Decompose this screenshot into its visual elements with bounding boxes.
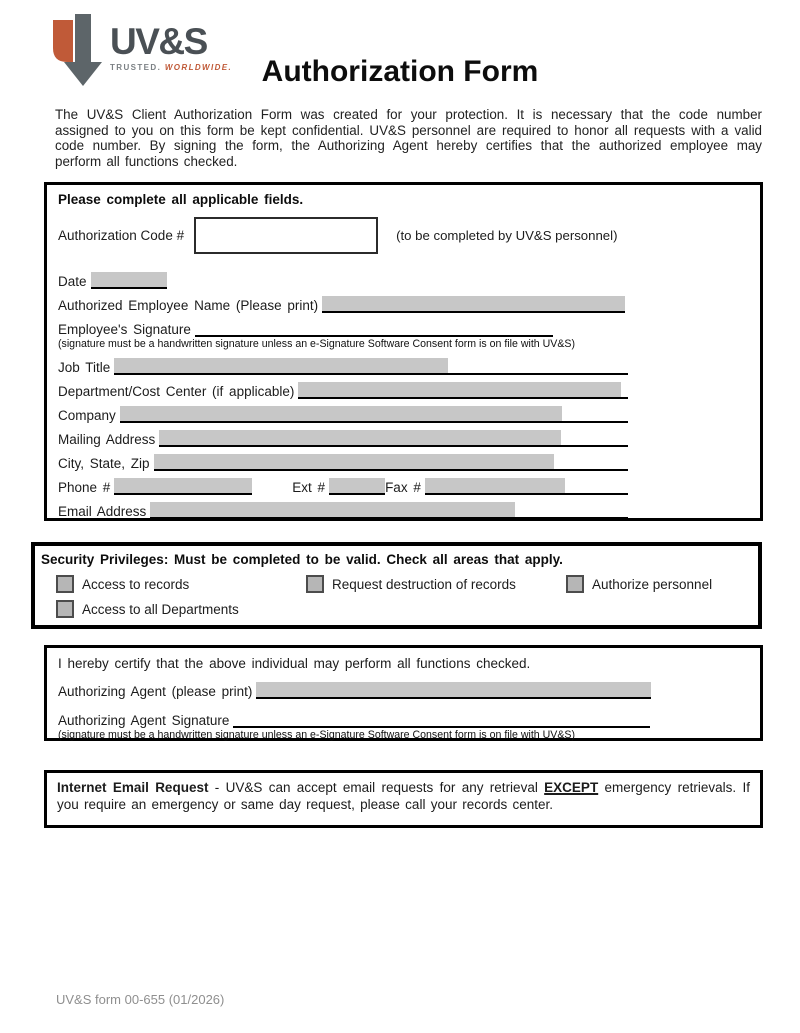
fax-label: Fax # — [385, 480, 421, 495]
date-value-bar[interactable] — [91, 272, 167, 287]
department-label: Department/Cost Center (if applicable) — [58, 384, 295, 399]
email-request-text-2: emergency retrievals. If you require an emergency or same day request, please call your records center. — [57, 780, 750, 812]
mailing-address-field[interactable] — [159, 430, 628, 447]
brand-name: UV&S — [110, 21, 207, 62]
ext-field[interactable] — [329, 478, 385, 495]
email-address-field[interactable] — [150, 502, 628, 519]
email-request-lead: Internet Email Request — [57, 780, 209, 795]
date-label: Date — [58, 274, 87, 289]
email-request-except: EXCEPT — [544, 780, 599, 795]
company-value-bar[interactable] — [120, 406, 562, 421]
job-title-label: Job Title — [58, 360, 111, 375]
tagline-trusted: TRUSTED. — [110, 63, 162, 72]
checkbox-icon[interactable] — [566, 575, 584, 593]
security-options-row-2 — [41, 600, 752, 618]
authorizing-agent-field[interactable] — [256, 682, 651, 699]
tagline-worldwide: WORLDWIDE. — [164, 63, 233, 72]
date-row — [58, 272, 749, 289]
mailing-address-value-bar[interactable] — [159, 430, 561, 445]
authorization-code-label: Authorization Code # — [58, 227, 185, 243]
ext-label: Ext # — [292, 480, 326, 495]
department-value-bar[interactable] — [298, 382, 621, 397]
mailing-address-label: Mailing Address — [58, 432, 156, 447]
email-address-label: Email Address — [58, 504, 147, 519]
department-row — [58, 382, 628, 399]
email-request-text-1: - UV&S can accept email requests for any retrieval — [208, 780, 545, 795]
security-privileges-box — [31, 542, 762, 629]
option-label: Request destruction of records — [332, 576, 516, 592]
certify-statement: I hereby certify that the above individual may perform all functions checked. — [58, 656, 531, 671]
job-title-row — [58, 358, 628, 375]
agent-signature-note: (signature must be a handwritten signature unless an e-Signature Software Consent form is on file with UV&S) — [58, 729, 575, 741]
ext-value-bar[interactable] — [329, 478, 385, 493]
employee-name-field[interactable] — [322, 296, 625, 313]
company-label: Company — [58, 408, 116, 423]
employee-signature-row — [58, 320, 553, 337]
phone-label: Phone # — [58, 480, 111, 495]
company-field[interactable] — [120, 406, 628, 423]
city-state-zip-field[interactable] — [154, 454, 628, 471]
job-title-value-bar[interactable] — [114, 358, 448, 373]
authorizing-agent-signature-label: Authorizing Agent Signature — [58, 713, 230, 728]
employee-name-value-bar[interactable] — [322, 296, 625, 311]
main-fields-box — [44, 182, 763, 521]
option-label: Access to all Departments — [82, 601, 239, 617]
authorizing-agent-value-bar[interactable] — [256, 682, 651, 697]
city-state-zip-value-bar[interactable] — [154, 454, 554, 469]
checkbox-icon[interactable] — [56, 600, 74, 618]
certification-box — [44, 645, 763, 741]
checkbox-icon[interactable] — [56, 575, 74, 593]
option-label: Access to records — [82, 576, 190, 592]
phone-row — [58, 478, 628, 495]
employee-signature-note: (signature must be a handwritten signature unless an e-Signature Software Consent form is on file with UV&S) — [58, 338, 575, 350]
employee-signature-field[interactable] — [195, 320, 553, 337]
form-number: UV&S form 00-655 (01/2026) — [56, 992, 225, 1007]
authorization-code-note: (to be completed by UV&S personnel) — [396, 227, 618, 243]
security-options-row-1 — [41, 575, 752, 593]
option-authorize-personnel[interactable] — [566, 575, 712, 593]
employee-signature-label: Employee's Signature — [58, 322, 191, 337]
department-field[interactable] — [298, 382, 628, 399]
authorizing-agent-label: Authorizing Agent (please print) — [58, 684, 253, 699]
option-request-destruction[interactable] — [306, 575, 566, 593]
page-title: Authorization Form — [261, 55, 539, 88]
option-access-to-records[interactable] — [56, 575, 306, 593]
employee-name-row — [58, 296, 625, 313]
job-title-field[interactable] — [114, 358, 628, 375]
authorizing-agent-signature-field[interactable] — [233, 711, 650, 728]
email-address-value-bar[interactable] — [150, 502, 515, 517]
option-access-all-departments[interactable] — [56, 600, 239, 618]
internet-email-request-box — [44, 770, 763, 828]
security-box-header: Security Privileges: Must be completed to be valid. Check all areas that apply. — [41, 552, 563, 567]
company-row — [58, 406, 628, 423]
employee-name-label: Authorized Employee Name (Please print) — [58, 298, 319, 313]
checkbox-icon[interactable] — [306, 575, 324, 593]
city-state-zip-row — [58, 454, 628, 471]
intro-paragraph: The UV&S Client Authorization Form was created for your protection. It is necessary that the code number assigned to you on this form be kept confidential. UV&S personnel are required to honor all requests with a valid code number. By signing the form, the Authorizing Agent hereby certifies that the authorized employee may perform all functions checked. — [55, 107, 762, 169]
authorizing-agent-row — [58, 682, 651, 699]
fax-value-bar[interactable] — [425, 478, 565, 493]
date-field[interactable] — [91, 272, 167, 289]
phone-ext-spacer — [252, 478, 292, 495]
authorization-code-row — [58, 216, 749, 254]
option-label: Authorize personnel — [592, 576, 713, 592]
authorizing-agent-signature-row — [58, 711, 650, 728]
main-box-header: Please complete all applicable fields. — [58, 192, 304, 207]
email-request-paragraph — [57, 779, 750, 813]
email-address-row — [58, 502, 628, 519]
city-state-zip-label: City, State, Zip — [58, 456, 150, 471]
mailing-address-row — [58, 430, 628, 447]
phone-value-bar[interactable] — [114, 478, 252, 493]
authorization-code-input[interactable] — [194, 217, 378, 254]
phone-field[interactable] — [114, 478, 252, 495]
fax-field[interactable] — [425, 478, 628, 495]
